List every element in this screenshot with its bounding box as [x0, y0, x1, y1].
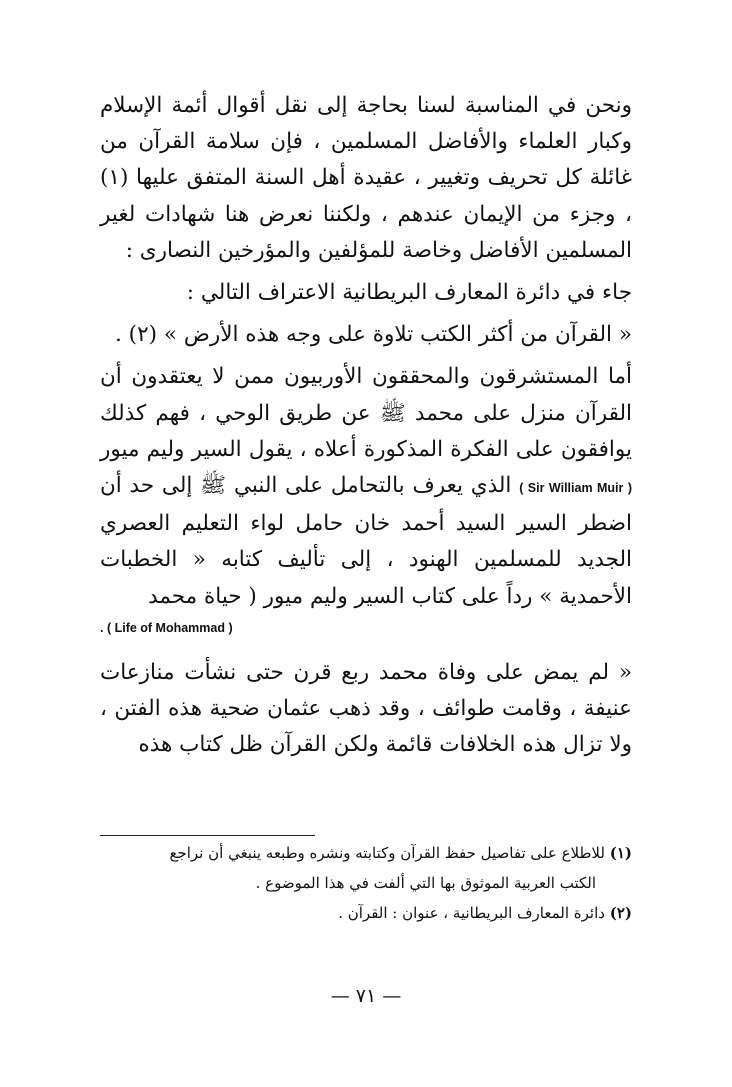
latin-book-title: . ( Life of Mohammad ) [100, 620, 233, 635]
footnote-1-text: للاطلاع على تفاصيل حفظ القرآن وكتابته ونشره وطبعه ينبغي أن نراجع [169, 844, 605, 862]
paragraph-1: ونحن في المناسبة لسنا بحاجة إلى نقل أقوال أئمة الإسلام وكبار العلماء والأفاضل المسلمين ، فإن سلامة القرآن من غائلة كل تحريف وتغيير ، عقيدة أهل السنة المتفق عليها (١) ، وجزء من الإيمان عندهم ، ولكننا نعرض هنا شهادات لغير المسلمين الأفاضل وخاصة للمؤلفين والمؤرخين النصارى : [100, 93, 632, 263]
paragraph-4-text-a: أما المستشرقون والمحققون الأوربيون ممن لا يعتقدون أن القرآن منزل على محمد ﷺ عن طريق الوحي ، فهم كذلك يوافقون على الفكرة المذكورة أعلاه ، يقول السير وليم ميور [100, 364, 632, 462]
paragraph-4-text-b: الذي يعرف بالتحامل على النبي ﷺ إلى حد أن اضطر السير السيد أحمد خان حامل لواء التعليم العصري الجديد للمسلمين الهنود ، إلى تأليف كتابه « الخطبات الأحمدية » رداً على كتاب السير وليم ميور ( حياة محمد [100, 473, 632, 609]
footnotes [100, 838, 632, 928]
footnote-2 [100, 898, 632, 928]
main-text [100, 88, 632, 763]
footnote-divider [100, 835, 315, 836]
footnote-1 [100, 838, 632, 868]
paragraph-4 [100, 359, 632, 640]
latin-name-muir: ( Sir William Muir ) [519, 481, 632, 496]
quote-paragraph: « القرآن من أكثر الكتب تلاوة على وجه هذه الأرض » (٢) . [115, 322, 632, 348]
footnote-1-continuation: الكتب العربية الموثوق بها التي ألفت في هذا الموضوع . [255, 874, 596, 892]
footnote-2-text: دائرة المعارف البريطانية ، عنوان : القرآن . [338, 904, 605, 922]
paragraph-5: « لم يمض على وفاة محمد ربع قرن حتى نشأت منازعات عنيفة ، وقامت طوائف ، وقد ذهب عثمان ضحية هذه الفتن ، ولا تزال هذه الخلافات قائمة ولكن القرآن ظل كتاب هذه [100, 659, 632, 758]
paragraph-2: جاء في دائرة المعارف البريطانية الاعتراف التالي : [186, 280, 632, 306]
footnote-2-number: (٢) [609, 904, 632, 922]
page-number: — ٧١ — [330, 985, 402, 1007]
footnote-1-number: (١) [609, 844, 632, 862]
